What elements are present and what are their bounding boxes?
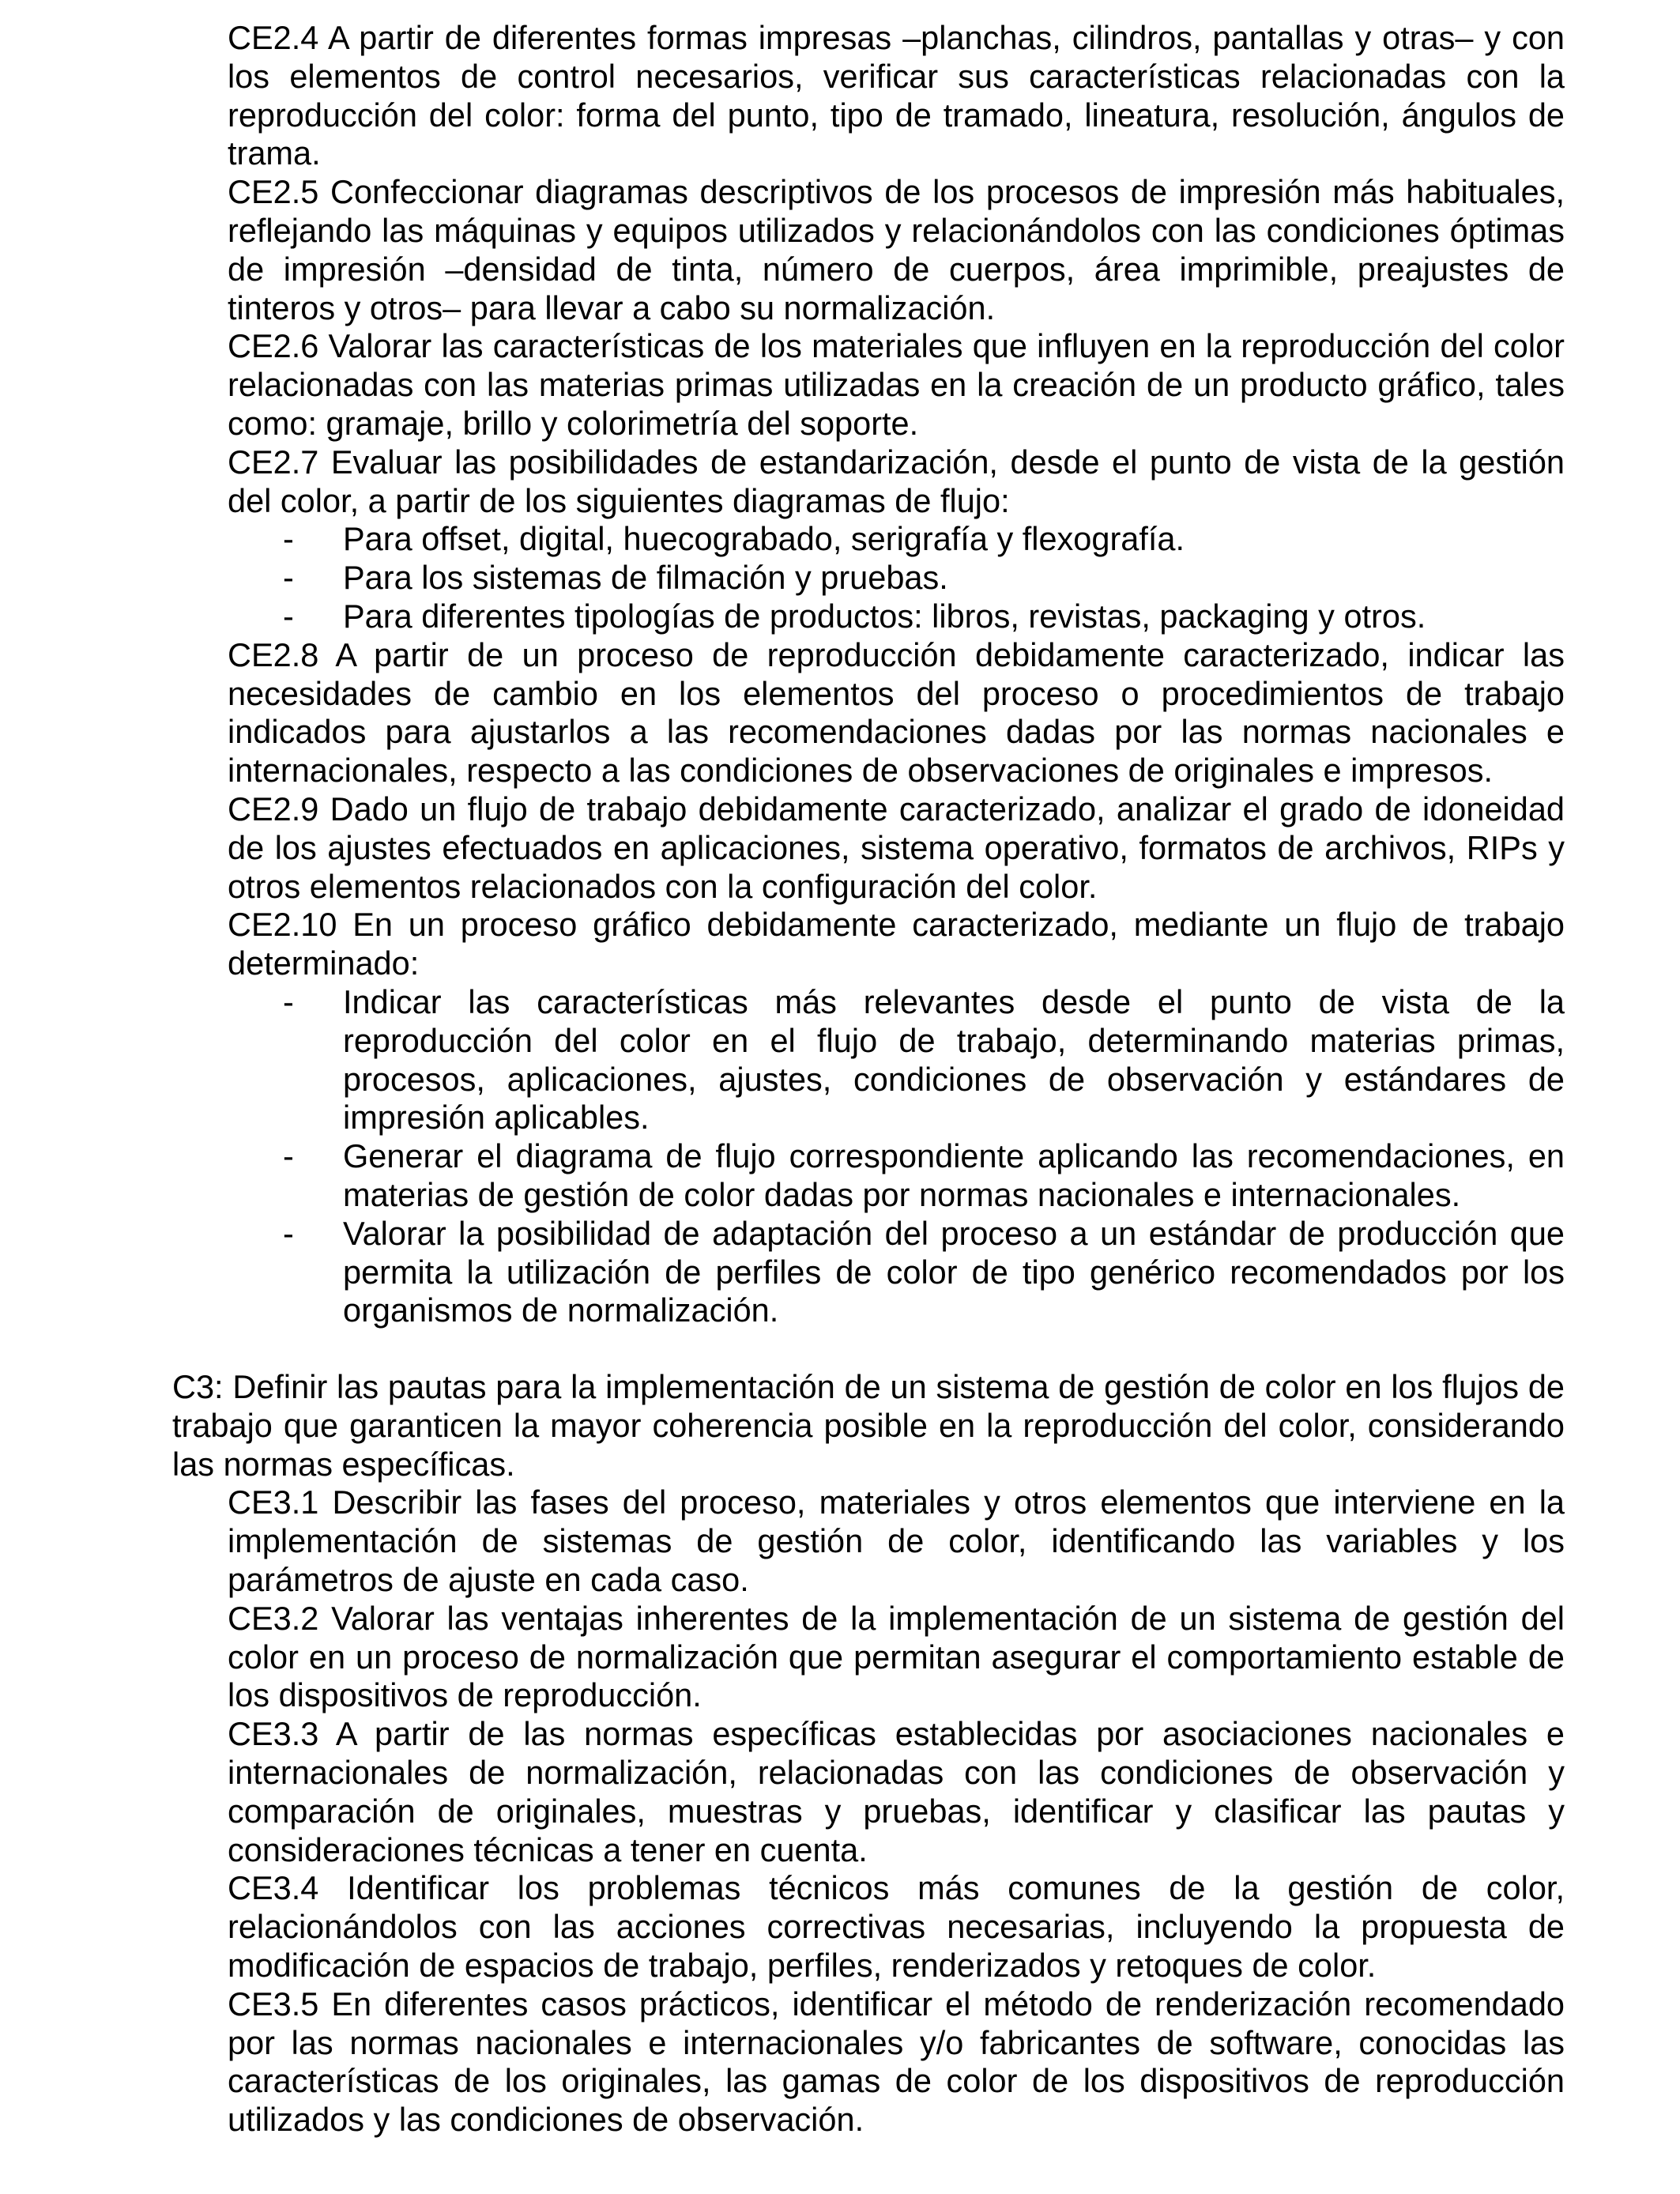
page-content	[172, 19, 1565, 2139]
criterion-ce3-2: CE3.2 Valorar las ventajas inherentes de la implementación de un sistema de gestión del color en un proceso de normalización que permitan asegurar el comportamiento estable de los dispositivos de reproducción.	[228, 1599, 1565, 1714]
list-item	[283, 598, 1565, 636]
list-item	[283, 520, 1565, 559]
criterion-ce2-5: CE2.5 Confeccionar diagramas descriptivos de los procesos de impresión más habituales, reflejando las máquinas y equipos utilizados y relacionándolos con las condiciones óptimas de impresión –densidad de tinta, número de cuerpos, área imprimible, preajustes de tinteros y otros– para llevar a cabo su normalización.	[228, 173, 1565, 326]
criterion-ce2-7: CE2.7 Evaluar las posibilidades de estandarización, desde el punto de vista de la gestión del color, a partir de los siguientes diagramas de flujo:	[228, 443, 1565, 519]
list-item-text: Para offset, digital, huecograbado, serigrafía y flexografía.	[343, 520, 1185, 558]
list-item	[283, 1137, 1565, 1215]
list-item-text: Valorar la posibilidad de adaptación del proceso a un estándar de producción que permita la utilización de perfiles de color de tipo genérico recomendados por los organismos de normalización.	[343, 1214, 1565, 1329]
list-item	[283, 559, 1565, 598]
capacity-c3-heading: C3: Definir las pautas para la implementación de un sistema de gestión de color en los flujos de trabajo que garanticen la mayor coherencia posible en la reproducción del color, considerando las normas específicas.	[172, 1368, 1565, 1483]
criterion-ce2-10: CE2.10 En un proceso gráfico debidamente caracterizado, mediante un flujo de trabajo determinado:	[228, 906, 1565, 982]
list-item	[283, 1215, 1565, 1330]
list-item-text: Indicar las características más relevantes desde el punto de vista de la reproducción del color en el flujo de trabajo, determinando materias primas, procesos, aplicaciones, ajustes, condiciones de observación y estándares de impresión aplicables.	[343, 982, 1565, 1137]
bullet-dash: -	[283, 1214, 294, 1252]
bullet-dash: -	[283, 520, 294, 558]
criterion-ce2-8: CE2.8 A partir de un proceso de reproducción debidamente caracterizado, indicar las necesidades de cambio en los elementos del proceso o procedimientos de trabajo indicados para ajustarlos a las recomendaciones dadas por las normas nacionales e internacionales, respecto a las condiciones de observaciones de originales e impresos.	[228, 635, 1565, 790]
bullet-dash: -	[283, 597, 294, 635]
criterion-ce3-1: CE3.1 Describir las fases del proceso, materiales y otros elementos que interviene en la implementación de sistemas de gestión de color, identificando las variables y los parámetros de ajuste en cada caso.	[228, 1483, 1565, 1599]
bullet-dash: -	[283, 559, 294, 597]
criterion-ce3-3: CE3.3 A partir de las normas específicas establecidas por asociaciones nacionales e internacionales de normalización, relacionadas con las condiciones de observación y comparación de originales, muestras y pruebas, identificar y clasificar las pautas y consideraciones técnicas a tener en cuenta.	[228, 1715, 1565, 1868]
bullet-dash: -	[283, 982, 294, 1020]
criterion-ce2-6: CE2.6 Valorar las características de los materiales que influyen en la reproducción del color relacionadas con las materias primas utilizadas en la creación de un producto gráfico, tales como: gramaje, brillo y colorimetría del soporte.	[228, 327, 1565, 442]
criterion-ce2-4: CE2.4 A partir de diferentes formas impresas –planchas, cilindros, pantallas y otras– y con los elementos de control necesarios, verificar sus características relacionadas con la reproducción del color: forma del punto, tipo de tramado, lineatura, resolución, ángulos de trama.	[228, 19, 1565, 172]
list-item	[283, 983, 1565, 1137]
list-item-text: Para diferentes tipologías de productos: libros, revistas, packaging y otros.	[343, 597, 1426, 635]
bullet-dash: -	[283, 1137, 294, 1175]
criterion-ce3-5: CE3.5 En diferentes casos prácticos, identificar el método de renderización recomendado por las normas nacionales e internacionales y/o fabricantes de software, conocidas las características de los originales, las gamas de color de los dispositivos de reproducción utilizados y las condiciones de observación.	[228, 1985, 1565, 2139]
list-item-text: Para los sistemas de filmación y pruebas.	[343, 559, 948, 597]
list-item-text: Generar el diagrama de flujo correspondiente aplicando las recomendaciones, en materias de gestión de color dadas por normas nacionales e internacionales.	[343, 1137, 1565, 1213]
criterion-ce3-4: CE3.4 Identificar los problemas técnicos más comunes de la gestión de color, relacionándolos con las acciones correctivas necesarias, incluyendo la propuesta de modificación de espacios de trabajo, perfiles, renderizados y retoques de color.	[228, 1869, 1565, 1985]
criterion-ce2-9: CE2.9 Dado un flujo de trabajo debidamente caracterizado, analizar el grado de idoneidad de los ajustes efectuados en aplicaciones, sistema operativo, formatos de archivos, RIPs y otros elementos relacionados con la configuración del color.	[228, 790, 1565, 905]
